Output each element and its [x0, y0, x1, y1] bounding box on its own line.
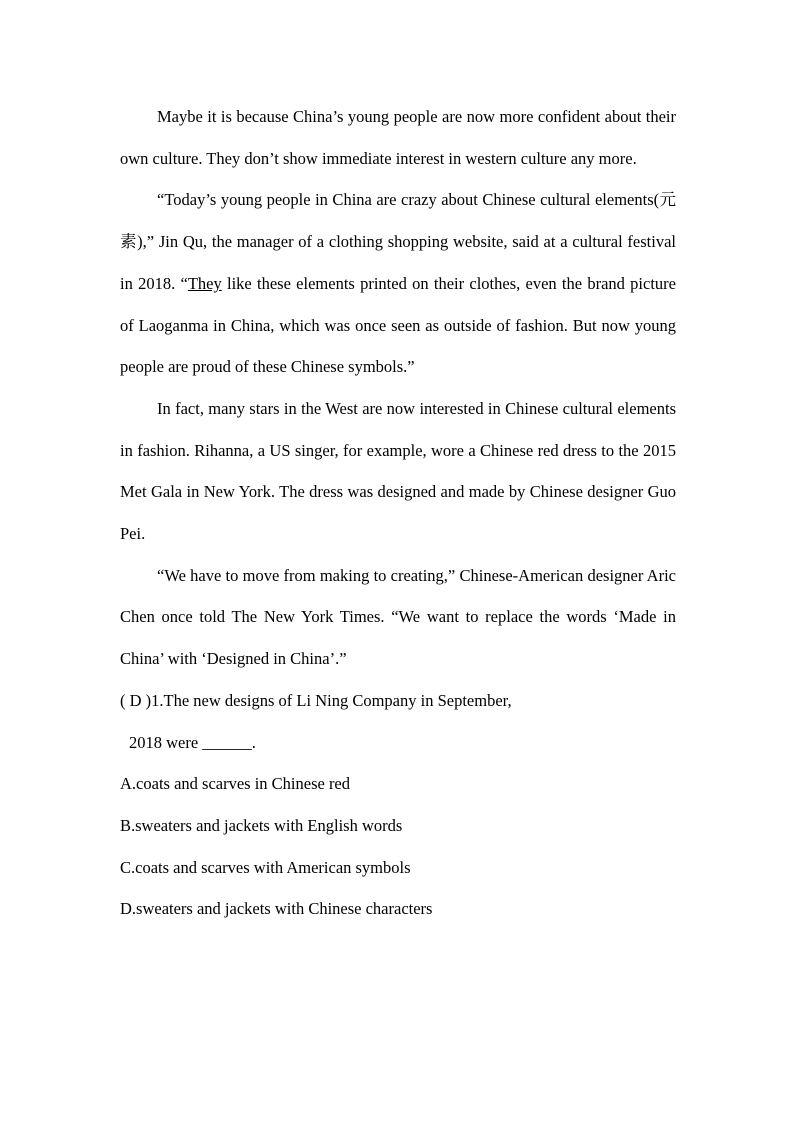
passage-paragraph-3: In fact, many stars in the West are now interested in Chinese cultural elements in fashion. Rihanna, a US singer, for example, wore a Chinese red dress to the 2015 Met Gala in New York. The dress was designed and made by Chinese designer Guo Pei. — [120, 398, 676, 544]
paragraph-2-text-start: “Today’s young people in China are crazy about Chinese cultural elements(元素),” Jin Qu, the manager of a clothing shopping website, said at a cultural festival in 2018. “ — [120, 190, 676, 293]
answer-option-a: A.coats and scarves in Chinese red — [120, 774, 351, 794]
passage-paragraph-4: “We have to move from making to creating,” Chinese-American designer Aric Chen once told The New York Times. “We want to replace the words ‘Made in China’ with ‘Designed in China’.” — [120, 565, 676, 669]
passage-paragraph-2 — [120, 179, 676, 388]
passage-paragraph-1: Maybe it is because China’s young people are now more confident about their own culture. They don’t show immediate interest in western culture any more. — [120, 107, 676, 168]
answer-option-d: D.sweaters and jackets with Chinese characters — [120, 899, 433, 919]
question-stem-line-2: 2018 were ______. — [129, 732, 256, 752]
answer-option-c: C.coats and scarves with American symbols — [120, 857, 411, 877]
underlined-word-they: They — [187, 273, 222, 293]
paragraph-2-text-end: like these elements printed on their clothes, even the brand picture of Laoganma in China, which was once seen as outside of fashion. But now young people are proud of these Chinese symbols.” — [120, 273, 676, 377]
question-stem-line-1: ( D )1.The new designs of Li Ning Company in September, — [120, 690, 512, 710]
answer-option-b: B.sweaters and jackets with English words — [120, 815, 403, 835]
document-content — [120, 96, 676, 930]
